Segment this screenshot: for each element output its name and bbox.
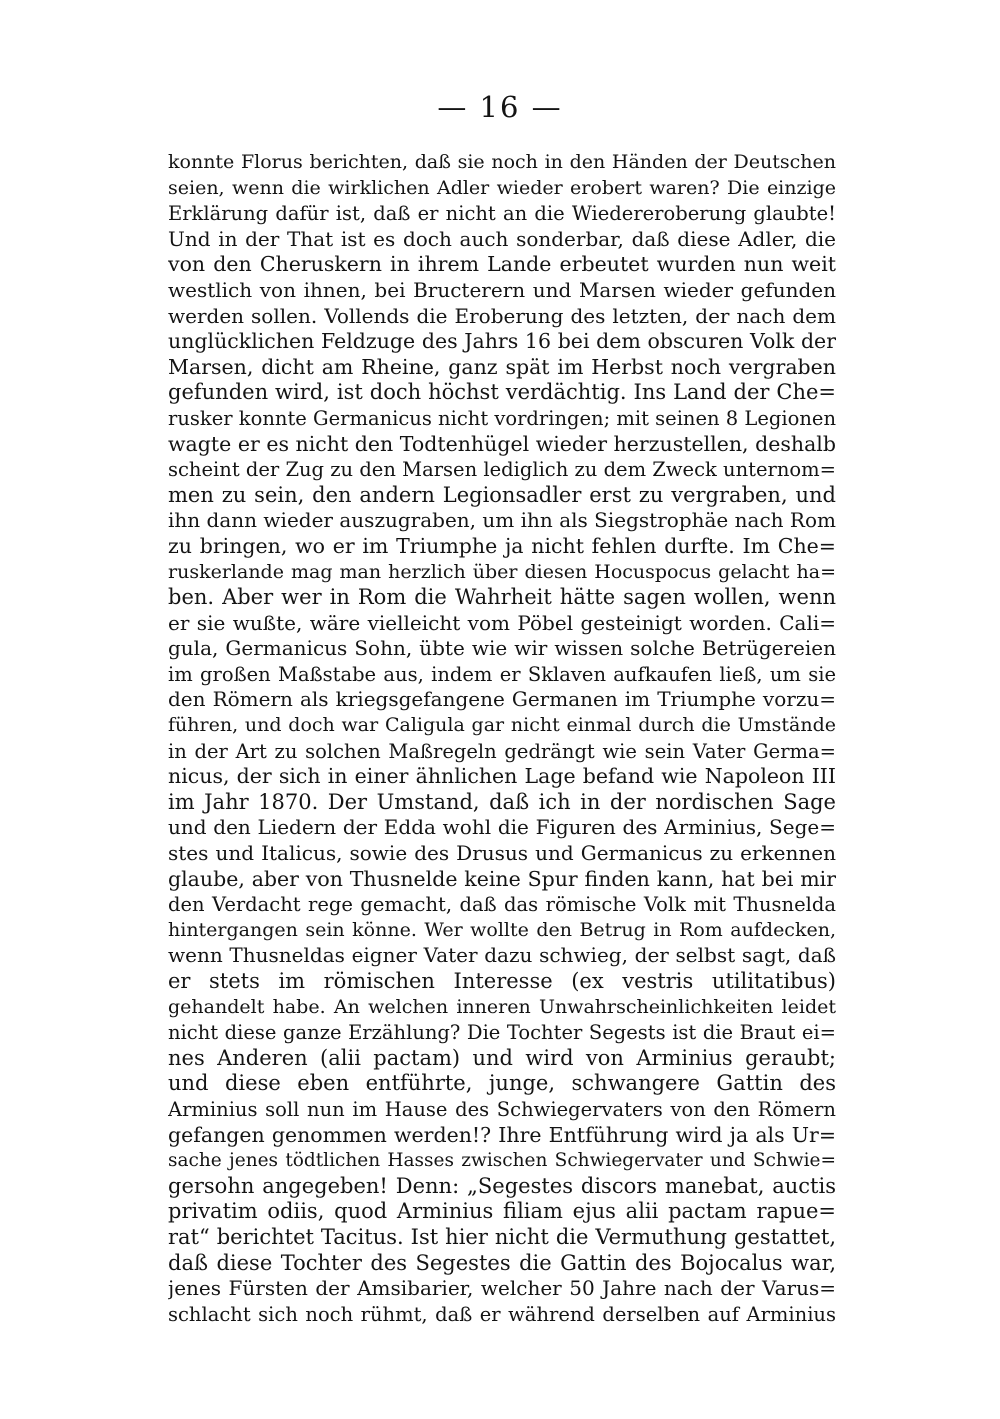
text-line: daß diese Tochter des Segestes die Gattin des Bojocalus war, — [168, 1250, 836, 1275]
text-line: glaube, aber von Thusnelde keine Spur finden kann, hat bei mir — [168, 866, 836, 891]
text-line: führen, und doch war Caligula gar nicht einmal durch die Umstände — [168, 714, 836, 737]
text-line: seien, wenn die wirklichen Adler wieder erobert waren? Die einzige — [168, 176, 836, 199]
text-line: sache jenes tödtlichen Hasses zwischen Schwiegervater und Schwie= — [168, 1150, 836, 1172]
text-line: Arminius soll nun im Hause des Schwiegervaters von den Römern — [168, 1097, 836, 1121]
text-line: werden sollen. Vollends die Eroberung des letzten, der nach dem — [168, 303, 836, 328]
text-line: im Jahr 1870. Der Umstand, daß ich in der nordischen Sage — [168, 789, 836, 814]
text-line: scheint der Zug zu den Marsen lediglich zu dem Zweck unternom= — [168, 458, 836, 482]
text-line: men zu sein, den andern Legionsadler erst zu vergraben, und — [168, 482, 836, 507]
text-line: und den Liedern der Edda wohl die Figuren des Arminius, Sege= — [168, 815, 836, 840]
text-line: den Römern als kriegsgefangene Germanen im Triumphe vorzu= — [168, 687, 836, 712]
text-line: er sie wußte, wäre vielleicht vom Pöbel gesteinigt worden. Cali= — [168, 610, 836, 635]
text-line: ihn dann wieder auszugraben, um ihn als Siegstrophäe nach Rom — [168, 508, 836, 533]
text-line: Erklärung dafür ist, daß er nicht an die Wiedereroberung glaubte! — [168, 202, 836, 226]
text-line: zu bringen, wo er im Triumphe ja nicht fehlen durfte. Im Che= — [168, 533, 836, 558]
text-line: nicht diese ganze Erzählung? Die Tochter Segests ist die Braut ei= — [168, 1021, 836, 1045]
text-line: Marsen, dicht am Rheine, ganz spät im Herbst noch vergraben — [168, 354, 836, 379]
body-text — [168, 150, 836, 1327]
text-line: wenn Thusneldas eigner Vater dazu schwieg, der selbst sagt, daß — [168, 943, 836, 968]
text-line: ben. Aber wer in Rom die Wahrheit hätte sagen wollen, wenn — [168, 585, 836, 610]
text-line: rusker konnte Germanicus nicht vordringen; mit seinen 8 Legionen — [168, 406, 836, 430]
text-line: gehandelt habe. An welchen inneren Unwahrscheinlichkeiten leidet — [168, 995, 836, 1018]
text-line: wagte er es nicht den Todtenhügel wieder herzustellen, deshalb — [168, 431, 836, 456]
text-line: gersohn angegeben! Denn: „Segestes discors manebat, auctis — [168, 1173, 836, 1198]
text-line: schlacht sich noch rühmt, daß er während derselben auf Arminius — [168, 1302, 836, 1326]
text-line: hintergangen sein könne. Wer wollte den Betrug in Rom aufdecken, — [168, 918, 836, 941]
text-line: unglücklichen Feldzuge des Jahrs 16 bei dem obscuren Volk der — [168, 329, 836, 354]
text-line: Und in der That ist es doch auch sonderbar, daß diese Adler, die — [168, 226, 836, 251]
text-line: nes Anderen (alii pactam) und wird von Arminius geraubt; — [168, 1045, 836, 1070]
text-line: im großen Maßstabe aus, indem er Sklaven aufkaufen ließ, um sie — [168, 662, 836, 686]
text-line: privatim odiis, quod Arminius filiam ejus alii pactam rapue= — [168, 1199, 836, 1224]
text-line: konnte Florus berichten, daß sie noch in den Händen der Deutschen — [168, 151, 836, 173]
text-line: nicus, der sich in einer ähnlichen Lage befand wie Napoleon III — [168, 764, 836, 789]
text-line: gula, Germanicus Sohn, übte wie wir wissen solche Betrügereien — [168, 636, 836, 661]
text-line: ruskerlande mag man herzlich über diesen Hocuspocus gelacht ha= — [168, 560, 836, 583]
text-line: jenes Fürsten der Amsibarier, welcher 50 Jahre nach der Varus= — [168, 1276, 836, 1301]
page-number: — 16 — — [437, 90, 563, 124]
text-line: rat“ berichtet Tacitus. Ist hier nicht die Vermuthung gestattet, — [168, 1224, 836, 1249]
text-line: und diese eben entführte, junge, schwangere Gattin des — [168, 1071, 836, 1096]
text-line: stes und Italicus, sowie des Drusus und Germanicus zu erkennen — [168, 841, 836, 866]
text-line: er stets im römischen Interesse (ex vestris utilitatibus) — [168, 969, 836, 993]
text-line: gefangen genommen werden!? Ihre Entführung wird ja als Ur= — [168, 1122, 836, 1147]
text-line: in der Art zu solchen Maßregeln gedrängt wie sein Vater Germa= — [168, 739, 836, 763]
text-line: von den Cheruskern in ihrem Lande erbeutet wurden nun weit — [168, 252, 836, 277]
text-line: gefunden wird, ist doch höchst verdächtig. Ins Land der Che= — [168, 380, 836, 405]
text-line: westlich von ihnen, bei Bructerern und Marsen wieder gefunden — [168, 277, 836, 302]
text-line: den Verdacht rege gemacht, daß das römische Volk mit Thusnelda — [168, 893, 836, 917]
